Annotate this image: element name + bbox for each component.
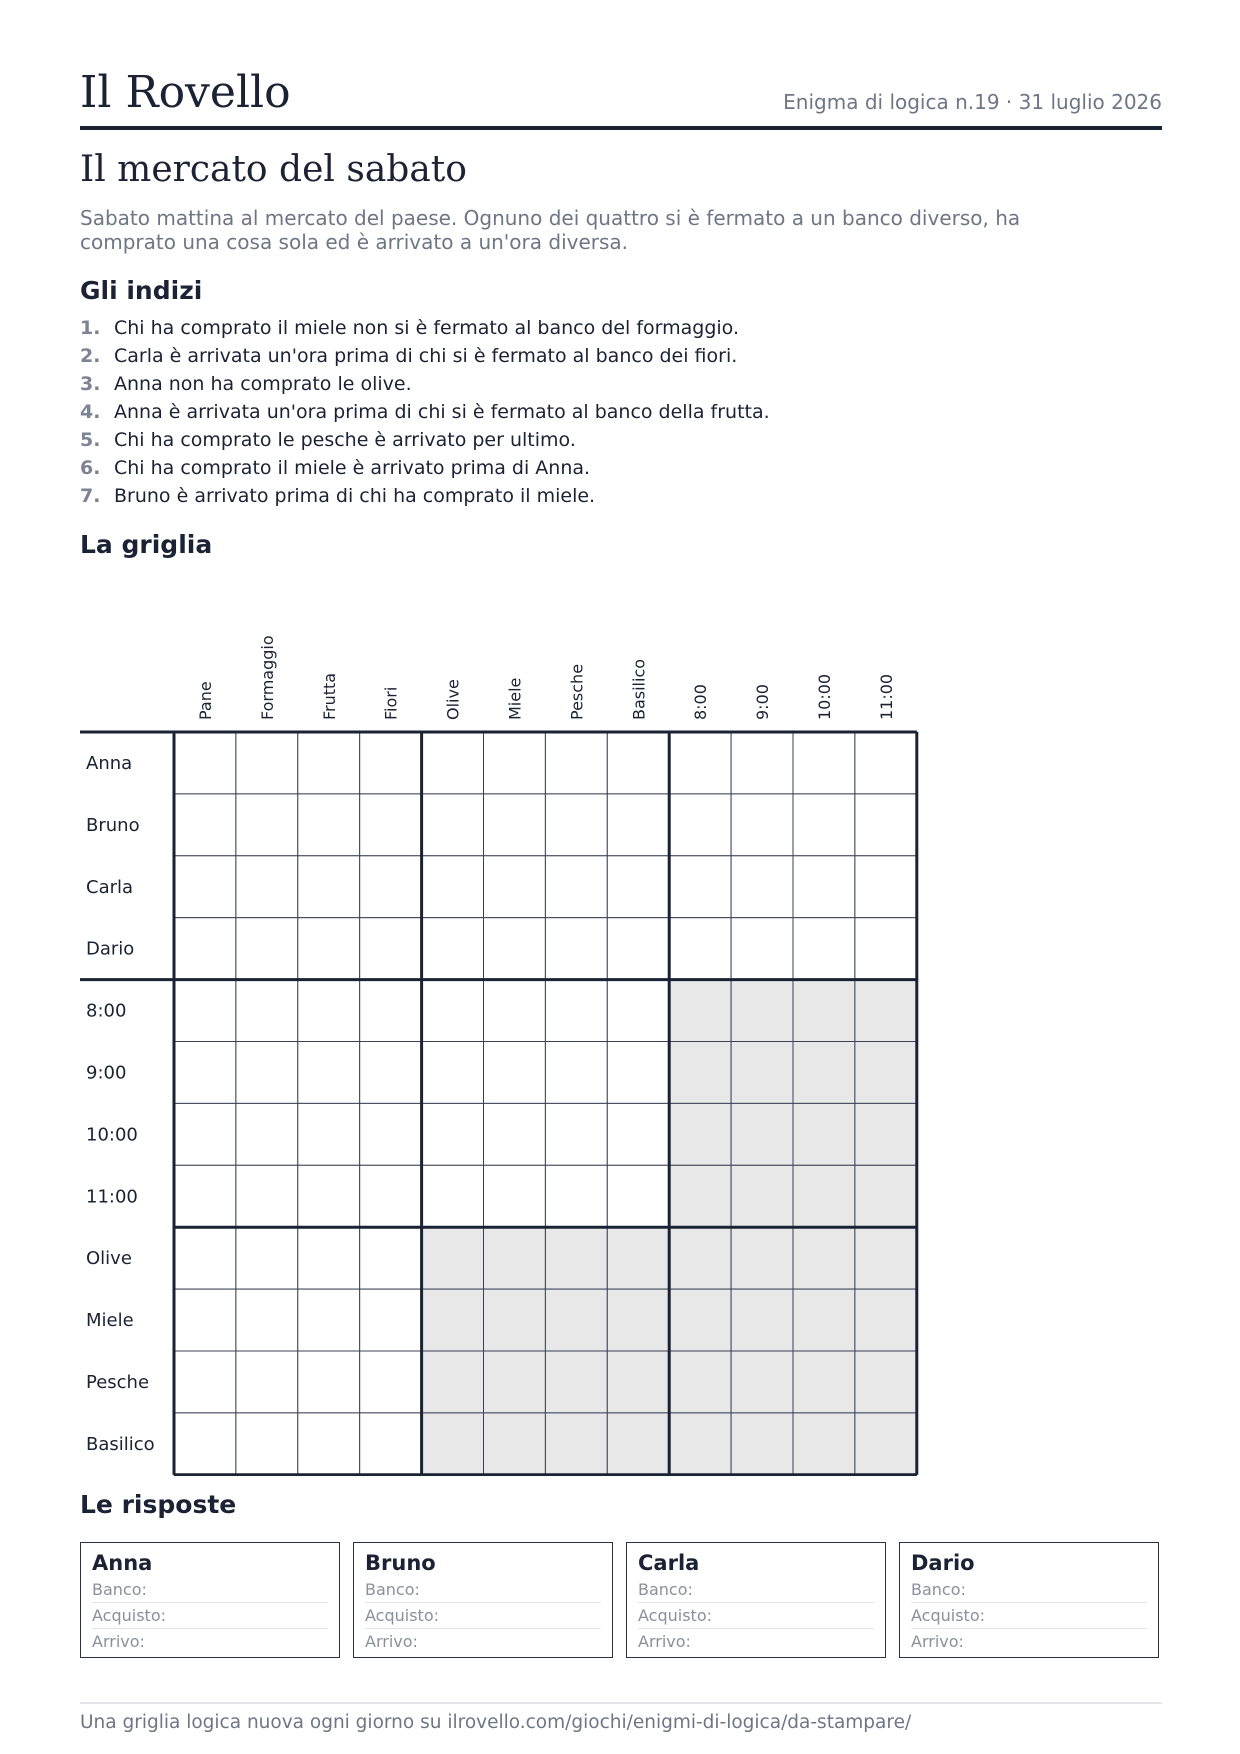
column-header: Basilico [629,658,649,720]
grid-cell[interactable] [236,1103,298,1165]
grid-cell[interactable] [360,732,422,794]
grid-cell[interactable] [298,732,360,794]
answer-field[interactable]: Arrivo: [911,1632,964,1651]
grid-cell[interactable] [360,1227,422,1289]
grid-cell[interactable] [360,1165,422,1227]
grid-cell[interactable] [793,794,855,856]
grid-cell[interactable] [731,918,793,980]
answer-cards [80,1542,1162,1658]
row-header: Carla [86,876,134,898]
grid-cell[interactable] [793,1103,855,1165]
grid-cell[interactable] [236,1042,298,1104]
grid-cell[interactable] [422,1289,484,1351]
grid-cell[interactable] [236,794,298,856]
column-header: Miele [505,677,525,720]
grid-cell[interactable] [731,1351,793,1413]
answer-field[interactable]: Arrivo: [365,1632,418,1651]
grid-cell[interactable] [422,1165,484,1227]
grid-cell[interactable] [731,1289,793,1351]
grid-cell[interactable] [236,1413,298,1475]
grid-cell[interactable] [855,1413,917,1475]
grid-cell[interactable] [669,794,731,856]
grid-cell[interactable] [484,1227,546,1289]
brand-title: Il Rovello [80,67,291,118]
grid-cell[interactable] [855,1165,917,1227]
answer-field[interactable]: Arrivo: [638,1632,691,1651]
grid-cell[interactable] [669,1351,731,1413]
grid-cell[interactable] [545,1165,607,1227]
grid-cell[interactable] [236,1227,298,1289]
grid-cell[interactable] [422,1227,484,1289]
grid-cell[interactable] [607,1227,669,1289]
grid-cell[interactable] [793,856,855,918]
grid-cell[interactable] [236,980,298,1042]
masthead [80,66,1162,130]
answer-field[interactable]: Acquisto: [911,1603,1147,1629]
grid-cell[interactable] [607,1042,669,1104]
grid-cell[interactable] [855,980,917,1042]
grid-cell[interactable] [669,732,731,794]
answer-card-name: Dario [911,1551,975,1575]
grid-cell[interactable] [484,1351,546,1413]
row-header: 9:00 [86,1062,127,1084]
grid-cell[interactable] [236,1351,298,1413]
grid-cell[interactable] [607,794,669,856]
column-header: Fiori [381,686,401,720]
column-header: 10:00 [814,673,834,720]
row-header: Miele [86,1310,134,1332]
grid-cell[interactable] [855,1227,917,1289]
grid-cell[interactable] [298,1165,360,1227]
grid-cell[interactable] [298,1227,360,1289]
answer-field[interactable]: Acquisto: [92,1603,328,1629]
row-header: Dario [86,938,135,960]
grid-cell[interactable] [236,732,298,794]
grid-cell[interactable] [731,1227,793,1289]
grid-cell[interactable] [731,1042,793,1104]
row-header: 11:00 [86,1186,138,1208]
grid-cell[interactable] [793,1289,855,1351]
grid-cell[interactable] [545,732,607,794]
grid-cell[interactable] [298,1042,360,1104]
grid-cell[interactable] [607,980,669,1042]
grid-cell[interactable] [298,1351,360,1413]
grid-cell[interactable] [236,918,298,980]
grid-cell[interactable] [607,856,669,918]
grid-cell[interactable] [731,980,793,1042]
grid-cell[interactable] [669,1289,731,1351]
answer-field[interactable]: Acquisto: [638,1603,874,1629]
grid-cell[interactable] [174,1103,236,1165]
grid-cell[interactable] [174,856,236,918]
grid-cell[interactable] [298,918,360,980]
grid-cell[interactable] [174,732,236,794]
column-header: Formaggio [257,635,277,720]
grid-cell[interactable] [545,1103,607,1165]
grid-cell[interactable] [236,1289,298,1351]
grid-cell[interactable] [298,1289,360,1351]
answer-field[interactable]: Banco: [92,1577,328,1603]
grid-cell[interactable] [174,1042,236,1104]
column-header: 11:00 [876,673,896,720]
grid-cell[interactable] [484,918,546,980]
clue-item: 3. Anna non ha comprato le olive. [80,373,412,395]
answer-field[interactable]: Acquisto: [365,1603,601,1629]
grid-cell[interactable] [545,1227,607,1289]
row-header: Bruno [86,814,140,836]
grid-cell[interactable] [298,794,360,856]
column-header: Frutta [319,672,339,720]
grid-cell[interactable] [731,794,793,856]
row-header: 10:00 [86,1124,138,1146]
grid-cell[interactable] [669,1413,731,1475]
grid-cell[interactable] [793,1227,855,1289]
grid-cell[interactable] [793,1042,855,1104]
grid-cell[interactable] [545,856,607,918]
grid-cell[interactable] [484,794,546,856]
grid-cell[interactable] [669,1165,731,1227]
grid-cell[interactable] [669,980,731,1042]
grid-cell[interactable] [545,918,607,980]
grid-cell[interactable] [174,1165,236,1227]
clue-item: 5. Chi ha comprato le pesche è arrivato per ultimo. [80,429,576,451]
grid-cell[interactable] [174,980,236,1042]
answer-card [353,1542,613,1658]
grid-cell[interactable] [855,1103,917,1165]
clue-list [80,314,770,510]
grid-cell[interactable] [731,1103,793,1165]
row-header: Anna [86,752,133,774]
grid-cell[interactable] [545,1289,607,1351]
grid-cell[interactable] [855,1351,917,1413]
grid-cell[interactable] [607,732,669,794]
grid-cell[interactable] [484,732,546,794]
grid-cell[interactable] [174,794,236,856]
grid-cell[interactable] [669,918,731,980]
answer-field[interactable]: Banco: [911,1577,1147,1603]
grid-cell[interactable] [855,918,917,980]
issue-info: Enigma di logica n.19 · 31 luglio 2026 [783,90,1162,114]
answer-card-name: Carla [638,1551,700,1575]
grid-cell[interactable] [484,1413,546,1475]
grid-cell[interactable] [855,732,917,794]
grid-cell[interactable] [793,1413,855,1475]
grid-cell[interactable] [855,794,917,856]
grid-cell[interactable] [298,980,360,1042]
clue-item: 7. Bruno è arrivato prima di chi ha comprato il miele. [80,485,596,507]
grid-cell[interactable] [731,732,793,794]
grid-cell[interactable] [360,1413,422,1475]
grid-cell[interactable] [607,1103,669,1165]
grid-cell[interactable] [298,1413,360,1475]
logic-grid [80,600,920,1476]
grid-cell[interactable] [855,1042,917,1104]
answer-card-name: Bruno [365,1551,436,1575]
grid-cell[interactable] [360,918,422,980]
grid-cell[interactable] [236,856,298,918]
row-header: Basilico [86,1433,155,1455]
answer-field[interactable]: Banco: [365,1577,601,1603]
grid-cell[interactable] [422,1351,484,1413]
grid-cell[interactable] [855,1289,917,1351]
grid-cell[interactable] [422,1103,484,1165]
row-header: Pesche [86,1371,150,1393]
grid-heading: La griglia [80,530,213,559]
clues-heading: Gli indizi [80,276,203,305]
grid-cell[interactable] [484,1289,546,1351]
grid-cell[interactable] [793,1351,855,1413]
answer-card [899,1542,1159,1658]
grid-cell[interactable] [731,1165,793,1227]
footer-text: Una griglia logica nuova ogni giorno su ilrovello.com/giochi/enigmi-di-logica/da-stampare/ [80,1702,1162,1733]
puzzle-title: Il mercato del sabato [80,149,467,190]
grid-cell[interactable] [484,1103,546,1165]
grid-cell[interactable] [669,1227,731,1289]
grid-cell[interactable] [174,1227,236,1289]
column-header: 9:00 [753,684,773,720]
grid-cell[interactable] [607,1413,669,1475]
grid-cell[interactable] [669,1042,731,1104]
answer-field[interactable]: Arrivo: [92,1632,145,1651]
grid-cell[interactable] [793,732,855,794]
puzzle-intro: Sabato mattina al mercato del paese. Ognuno dei quattro si è fermato a un banco diverso, ha comprato una cosa sola ed è arrivato a un'ora diversa. [80,206,1021,254]
answer-card [626,1542,886,1658]
grid-cell[interactable] [174,1289,236,1351]
grid-cell[interactable] [236,1165,298,1227]
grid-cell[interactable] [360,856,422,918]
grid-cell[interactable] [545,1042,607,1104]
grid-cell[interactable] [731,1413,793,1475]
column-header: Pane [195,681,215,720]
grid-cell[interactable] [422,918,484,980]
grid-cell[interactable] [484,1042,546,1104]
answer-field[interactable]: Banco: [638,1577,874,1603]
column-header: Pesche [567,663,587,720]
grid-cell[interactable] [174,918,236,980]
grid-cell[interactable] [545,794,607,856]
grid-cell[interactable] [360,794,422,856]
answers-heading: Le risposte [80,1490,237,1519]
grid-cell[interactable] [545,980,607,1042]
grid-cell[interactable] [484,980,546,1042]
grid-cell[interactable] [793,980,855,1042]
grid-cell[interactable] [607,918,669,980]
grid-cell[interactable] [174,1351,236,1413]
grid-cell[interactable] [298,1103,360,1165]
grid-cell[interactable] [855,856,917,918]
grid-cell[interactable] [422,980,484,1042]
grid-cell[interactable] [174,1413,236,1475]
grid-cell[interactable] [422,1042,484,1104]
grid-cell[interactable] [545,1351,607,1413]
grid-cell[interactable] [731,856,793,918]
grid-cell[interactable] [360,1103,422,1165]
grid-cell[interactable] [669,856,731,918]
grid-cell[interactable] [360,1042,422,1104]
grid-cell[interactable] [298,856,360,918]
grid-cell[interactable] [793,918,855,980]
row-header: 8:00 [86,1000,127,1022]
clue-item: 6. Chi ha comprato il miele è arrivato prima di Anna. [80,457,591,479]
grid-cell[interactable] [360,1289,422,1351]
answer-card-name: Anna [92,1551,153,1575]
grid-cell[interactable] [422,794,484,856]
grid-cell[interactable] [484,856,546,918]
clue-item: 1. Chi ha comprato il miele non si è fermato al banco del formaggio. [80,317,740,339]
grid-cell[interactable] [607,1351,669,1413]
row-header: Olive [86,1248,132,1270]
grid-cell[interactable] [545,1413,607,1475]
clue-item: 4. Anna è arrivata un'ora prima di chi si è fermato al banco della frutta. [80,401,770,423]
grid-cell[interactable] [422,732,484,794]
column-header: 8:00 [691,684,711,720]
grid-cell[interactable] [422,856,484,918]
column-header: Olive [443,679,463,720]
grid-cell[interactable] [484,1165,546,1227]
answer-card [80,1542,340,1658]
grid-cell[interactable] [669,1103,731,1165]
grid-cell[interactable] [607,1289,669,1351]
grid-cell[interactable] [422,1413,484,1475]
grid-cell[interactable] [360,1351,422,1413]
grid-cell[interactable] [360,980,422,1042]
clue-item: 2. Carla è arrivata un'ora prima di chi si è fermato al banco dei fiori. [80,345,738,367]
grid-cell[interactable] [607,1165,669,1227]
grid-cell[interactable] [793,1165,855,1227]
